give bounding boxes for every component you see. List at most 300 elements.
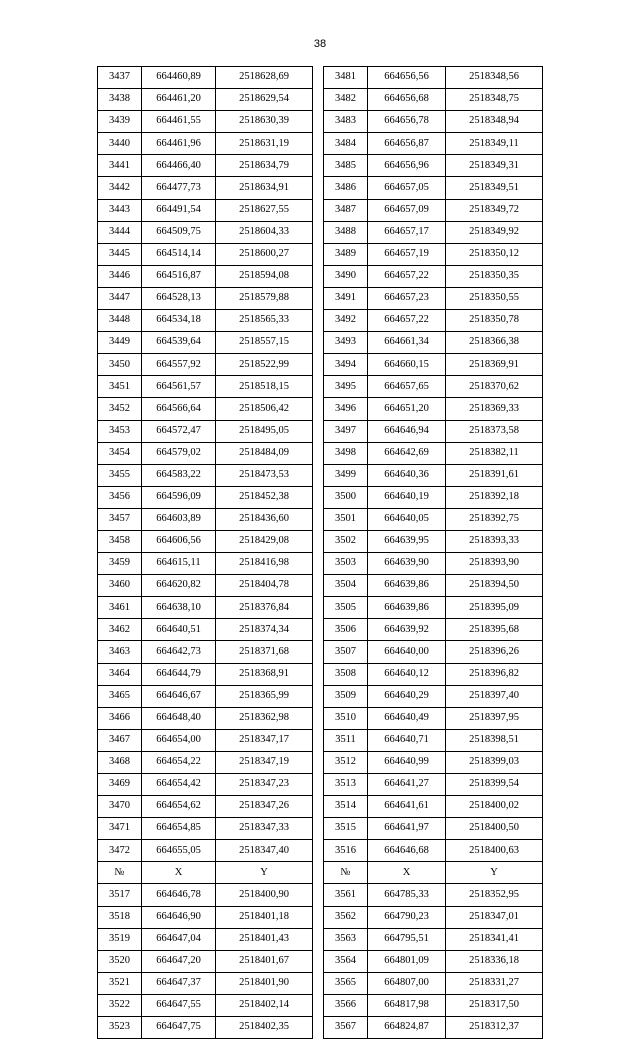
point-number-cell: 3457 [98, 508, 142, 530]
x-coordinate-cell: 664644,79 [142, 663, 216, 685]
table-row [98, 619, 543, 641]
table-row [98, 464, 543, 486]
point-number-cell: 3510 [324, 707, 368, 729]
y-coordinate-cell: 2518369,33 [446, 398, 543, 420]
y-coordinate-cell: 2518634,91 [216, 177, 313, 199]
column-gap [313, 906, 324, 928]
point-number-cell: 3456 [98, 486, 142, 508]
point-number-cell: 3515 [324, 818, 368, 840]
x-coordinate-cell: 664795,51 [368, 928, 446, 950]
y-coordinate-cell: 2518352,95 [446, 884, 543, 906]
table-row [98, 553, 543, 575]
x-coordinate-cell: 664615,11 [142, 553, 216, 575]
x-coordinate-cell: 664640,49 [368, 707, 446, 729]
y-coordinate-cell: 2518347,17 [216, 729, 313, 751]
column-gap [313, 243, 324, 265]
point-number-cell: 3517 [98, 884, 142, 906]
column-gap [313, 994, 324, 1016]
column-gap [313, 265, 324, 287]
point-number-cell: 3496 [324, 398, 368, 420]
x-coordinate-cell: 664790,23 [368, 906, 446, 928]
point-number-cell: 3447 [98, 287, 142, 309]
x-coordinate-cell: 664647,20 [142, 950, 216, 972]
y-coordinate-cell: 2518349,31 [446, 155, 543, 177]
table-row [98, 177, 543, 199]
point-number-cell: 3491 [324, 287, 368, 309]
x-coordinate-cell: 664557,92 [142, 354, 216, 376]
x-coordinate-cell: 664534,18 [142, 310, 216, 332]
x-coordinate-cell: 664656,68 [368, 89, 446, 111]
x-coordinate-cell: 664654,00 [142, 729, 216, 751]
y-coordinate-cell: 2518350,12 [446, 243, 543, 265]
y-coordinate-cell: 2518368,91 [216, 663, 313, 685]
x-coordinate-cell: 664646,94 [368, 420, 446, 442]
y-coordinate-cell: 2518594,08 [216, 265, 313, 287]
y-coordinate-cell: 2518401,67 [216, 950, 313, 972]
x-coordinate-cell: 664596,09 [142, 486, 216, 508]
y-coordinate-cell: 2518452,38 [216, 486, 313, 508]
point-number-cell: 3452 [98, 398, 142, 420]
column-gap [313, 575, 324, 597]
table-row [98, 354, 543, 376]
table-row [98, 597, 543, 619]
point-number-cell: 3567 [324, 1017, 368, 1039]
point-number-cell: 3438 [98, 89, 142, 111]
table-row [98, 751, 543, 773]
y-coordinate-cell: 2518404,78 [216, 575, 313, 597]
y-coordinate-cell: 2518400,63 [446, 840, 543, 862]
table-row [98, 199, 543, 221]
point-number-cell: 3446 [98, 265, 142, 287]
y-coordinate-cell: 2518347,19 [216, 751, 313, 773]
x-coordinate-cell: 664654,62 [142, 796, 216, 818]
column-gap [313, 420, 324, 442]
x-coordinate-cell: 664639,90 [368, 553, 446, 575]
y-coordinate-cell: 2518349,51 [446, 177, 543, 199]
y-coordinate-cell: 2518370,62 [446, 376, 543, 398]
y-coordinate-cell: 2518630,39 [216, 111, 313, 133]
table-row [98, 287, 543, 309]
point-number-cell: 3566 [324, 994, 368, 1016]
y-coordinate-cell: 2518347,40 [216, 840, 313, 862]
x-coordinate-cell: 664642,73 [142, 641, 216, 663]
y-coordinate-cell: 2518362,98 [216, 707, 313, 729]
column-gap [313, 508, 324, 530]
y-coordinate-cell: 2518399,54 [446, 774, 543, 796]
point-number-cell: 3505 [324, 597, 368, 619]
x-coordinate-cell: X [142, 862, 216, 884]
y-coordinate-cell: 2518495,05 [216, 420, 313, 442]
x-coordinate-cell: 664528,13 [142, 287, 216, 309]
y-coordinate-cell: 2518371,68 [216, 641, 313, 663]
column-gap [313, 287, 324, 309]
column-gap [313, 177, 324, 199]
column-gap [313, 663, 324, 685]
y-coordinate-cell: 2518350,35 [446, 265, 543, 287]
point-number-cell: 3449 [98, 332, 142, 354]
x-coordinate-cell: 664640,19 [368, 486, 446, 508]
point-number-cell: 3522 [98, 994, 142, 1016]
y-coordinate-cell: 2518392,75 [446, 508, 543, 530]
point-number-cell: 3507 [324, 641, 368, 663]
y-coordinate-cell: 2518312,37 [446, 1017, 543, 1039]
table-row [98, 685, 543, 707]
y-coordinate-cell: 2518347,33 [216, 818, 313, 840]
column-gap [313, 89, 324, 111]
point-number-cell: 3450 [98, 354, 142, 376]
y-coordinate-cell: 2518393,33 [446, 530, 543, 552]
x-coordinate-cell: 664657,22 [368, 310, 446, 332]
y-coordinate-cell: 2518398,51 [446, 729, 543, 751]
y-coordinate-cell: 2518341,41 [446, 928, 543, 950]
point-number-cell: 3508 [324, 663, 368, 685]
y-coordinate-cell: 2518382,11 [446, 442, 543, 464]
table-row [98, 928, 543, 950]
y-coordinate-cell: 2518347,01 [446, 906, 543, 928]
point-number-cell: 3518 [98, 906, 142, 928]
column-gap [313, 685, 324, 707]
y-coordinate-cell: 2518400,02 [446, 796, 543, 818]
y-coordinate-cell: 2518397,95 [446, 707, 543, 729]
column-gap [313, 464, 324, 486]
point-number-cell: 3440 [98, 133, 142, 155]
y-coordinate-cell: 2518373,58 [446, 420, 543, 442]
x-coordinate-cell: 664641,27 [368, 774, 446, 796]
point-number-cell: 3465 [98, 685, 142, 707]
point-number-cell: 3481 [324, 67, 368, 89]
x-coordinate-cell: 664646,90 [142, 906, 216, 928]
column-gap [313, 774, 324, 796]
table-row [98, 840, 543, 862]
x-coordinate-cell: 664640,12 [368, 663, 446, 685]
point-number-cell: 3513 [324, 774, 368, 796]
point-number-cell: 3502 [324, 530, 368, 552]
x-coordinate-cell: 664491,54 [142, 199, 216, 221]
x-coordinate-cell: 664656,56 [368, 67, 446, 89]
column-gap [313, 442, 324, 464]
x-coordinate-cell: 664817,98 [368, 994, 446, 1016]
point-number-cell: 3498 [324, 442, 368, 464]
x-coordinate-cell: 664606,56 [142, 530, 216, 552]
x-coordinate-cell: 664620,82 [142, 575, 216, 597]
y-coordinate-cell: 2518629,54 [216, 89, 313, 111]
point-number-cell: 3439 [98, 111, 142, 133]
x-coordinate-cell: 664461,55 [142, 111, 216, 133]
column-gap [313, 221, 324, 243]
y-coordinate-cell: 2518349,92 [446, 221, 543, 243]
y-coordinate-cell: 2518627,55 [216, 199, 313, 221]
x-coordinate-cell: 664579,02 [142, 442, 216, 464]
table-row [98, 862, 543, 884]
point-number-cell: 3497 [324, 420, 368, 442]
point-number-cell: 3506 [324, 619, 368, 641]
point-number-cell: 3489 [324, 243, 368, 265]
x-coordinate-cell: 664807,00 [368, 972, 446, 994]
x-coordinate-cell: 664639,92 [368, 619, 446, 641]
point-number-cell: 3501 [324, 508, 368, 530]
column-gap [313, 862, 324, 884]
point-number-cell: 3523 [98, 1017, 142, 1039]
column-gap [313, 398, 324, 420]
x-coordinate-cell: 664639,86 [368, 575, 446, 597]
point-number-cell: 3514 [324, 796, 368, 818]
x-coordinate-cell: 664657,65 [368, 376, 446, 398]
table-row [98, 707, 543, 729]
point-number-cell: 3499 [324, 464, 368, 486]
column-gap [313, 928, 324, 950]
column-gap [313, 840, 324, 862]
x-coordinate-cell: 664639,86 [368, 597, 446, 619]
point-number-cell: 3565 [324, 972, 368, 994]
point-number-cell: 3486 [324, 177, 368, 199]
y-coordinate-cell: 2518399,03 [446, 751, 543, 773]
point-number-cell: 3461 [98, 597, 142, 619]
x-coordinate-cell: 664640,36 [368, 464, 446, 486]
y-coordinate-cell: 2518397,40 [446, 685, 543, 707]
x-coordinate-cell: 664477,73 [142, 177, 216, 199]
y-coordinate-cell: 2518376,84 [216, 597, 313, 619]
table-row [98, 729, 543, 751]
point-number-cell: 3521 [98, 972, 142, 994]
y-coordinate-cell: 2518402,35 [216, 1017, 313, 1039]
x-coordinate-cell: 664561,57 [142, 376, 216, 398]
column-gap [313, 884, 324, 906]
table-row [98, 332, 543, 354]
point-number-cell: 3453 [98, 420, 142, 442]
point-number-cell: 3490 [324, 265, 368, 287]
coordinates-table [97, 66, 543, 1039]
table-row [98, 641, 543, 663]
x-coordinate-cell: 664566,64 [142, 398, 216, 420]
point-number-cell: 3444 [98, 221, 142, 243]
x-coordinate-cell: 664603,89 [142, 508, 216, 530]
x-coordinate-cell: 664660,15 [368, 354, 446, 376]
y-coordinate-cell: 2518369,91 [446, 354, 543, 376]
x-coordinate-cell: 664461,20 [142, 89, 216, 111]
column-gap [313, 796, 324, 818]
y-coordinate-cell: 2518349,72 [446, 199, 543, 221]
x-coordinate-cell: 664655,05 [142, 840, 216, 862]
table-row [98, 221, 543, 243]
table-row [98, 398, 543, 420]
point-number-cell: 3458 [98, 530, 142, 552]
y-coordinate-cell: 2518365,99 [216, 685, 313, 707]
point-number-cell: 3469 [98, 774, 142, 796]
y-coordinate-cell: 2518604,33 [216, 221, 313, 243]
table-row [98, 442, 543, 464]
table-row [98, 884, 543, 906]
y-coordinate-cell: 2518400,90 [216, 884, 313, 906]
column-gap [313, 133, 324, 155]
point-number-cell: № [324, 862, 368, 884]
table-row [98, 663, 543, 685]
column-gap [313, 486, 324, 508]
point-number-cell: 3492 [324, 310, 368, 332]
x-coordinate-cell: 664640,29 [368, 685, 446, 707]
point-number-cell: 3441 [98, 155, 142, 177]
y-coordinate-cell: 2518394,50 [446, 575, 543, 597]
y-coordinate-cell: 2518396,82 [446, 663, 543, 685]
y-coordinate-cell: 2518401,90 [216, 972, 313, 994]
x-coordinate-cell: 664647,55 [142, 994, 216, 1016]
table-row [98, 906, 543, 928]
point-number-cell: 3468 [98, 751, 142, 773]
x-coordinate-cell: 664801,09 [368, 950, 446, 972]
y-coordinate-cell: 2518349,11 [446, 133, 543, 155]
y-coordinate-cell: 2518331,27 [446, 972, 543, 994]
x-coordinate-cell: 664638,10 [142, 597, 216, 619]
point-number-cell: 3561 [324, 884, 368, 906]
x-coordinate-cell: 664583,22 [142, 464, 216, 486]
x-coordinate-cell: 664824,87 [368, 1017, 446, 1039]
point-number-cell: 3512 [324, 751, 368, 773]
x-coordinate-cell: 664516,87 [142, 265, 216, 287]
page-number: 38 [313, 38, 327, 50]
column-gap [313, 818, 324, 840]
point-number-cell: 3459 [98, 553, 142, 575]
x-coordinate-cell: X [368, 862, 446, 884]
x-coordinate-cell: 664647,37 [142, 972, 216, 994]
x-coordinate-cell: 664641,61 [368, 796, 446, 818]
point-number-cell: 3472 [98, 840, 142, 862]
table-row [98, 818, 543, 840]
column-gap [313, 199, 324, 221]
point-number-cell: 3451 [98, 376, 142, 398]
x-coordinate-cell: 664654,22 [142, 751, 216, 773]
x-coordinate-cell: 664640,71 [368, 729, 446, 751]
point-number-cell: 3488 [324, 221, 368, 243]
point-number-cell: 3467 [98, 729, 142, 751]
point-number-cell: 3564 [324, 950, 368, 972]
table-row [98, 972, 543, 994]
x-coordinate-cell: 664654,42 [142, 774, 216, 796]
y-coordinate-cell: 2518336,18 [446, 950, 543, 972]
point-number-cell: 3442 [98, 177, 142, 199]
y-coordinate-cell: 2518484,09 [216, 442, 313, 464]
y-coordinate-cell: 2518634,79 [216, 155, 313, 177]
column-gap [313, 67, 324, 89]
table-row [98, 310, 543, 332]
point-number-cell: 3443 [98, 199, 142, 221]
y-coordinate-cell: 2518396,26 [446, 641, 543, 663]
table-row [98, 1017, 543, 1039]
y-coordinate-cell: 2518557,15 [216, 332, 313, 354]
y-coordinate-cell: 2518518,15 [216, 376, 313, 398]
y-coordinate-cell: 2518579,88 [216, 287, 313, 309]
table-row [98, 420, 543, 442]
point-number-cell: 3511 [324, 729, 368, 751]
y-coordinate-cell: 2518393,90 [446, 553, 543, 575]
point-number-cell: 3455 [98, 464, 142, 486]
y-coordinate-cell: 2518400,50 [446, 818, 543, 840]
x-coordinate-cell: 664461,96 [142, 133, 216, 155]
table-row [98, 486, 543, 508]
y-coordinate-cell: 2518317,50 [446, 994, 543, 1016]
x-coordinate-cell: 664647,04 [142, 928, 216, 950]
x-coordinate-cell: 664785,33 [368, 884, 446, 906]
y-coordinate-cell: 2518628,69 [216, 67, 313, 89]
point-number-cell: 3519 [98, 928, 142, 950]
point-number-cell: 3448 [98, 310, 142, 332]
y-coordinate-cell: 2518395,09 [446, 597, 543, 619]
y-coordinate-cell: 2518429,08 [216, 530, 313, 552]
column-gap [313, 641, 324, 663]
y-coordinate-cell: 2518402,14 [216, 994, 313, 1016]
x-coordinate-cell: 664640,00 [368, 641, 446, 663]
x-coordinate-cell: 664642,69 [368, 442, 446, 464]
point-number-cell: 3445 [98, 243, 142, 265]
point-number-cell: 3500 [324, 486, 368, 508]
y-coordinate-cell: 2518416,98 [216, 553, 313, 575]
point-number-cell: 3484 [324, 133, 368, 155]
x-coordinate-cell: 664657,09 [368, 199, 446, 221]
point-number-cell: 3494 [324, 354, 368, 376]
y-coordinate-cell: 2518600,27 [216, 243, 313, 265]
x-coordinate-cell: 664509,75 [142, 221, 216, 243]
table-row [98, 89, 543, 111]
point-number-cell: 3460 [98, 575, 142, 597]
table-row [98, 950, 543, 972]
point-number-cell: 3485 [324, 155, 368, 177]
point-number-cell: 3464 [98, 663, 142, 685]
column-gap [313, 155, 324, 177]
x-coordinate-cell: 664654,85 [142, 818, 216, 840]
y-coordinate-cell: 2518350,55 [446, 287, 543, 309]
table-row [98, 155, 543, 177]
x-coordinate-cell: 664657,22 [368, 265, 446, 287]
y-coordinate-cell: 2518350,78 [446, 310, 543, 332]
column-gap [313, 332, 324, 354]
x-coordinate-cell: 664639,95 [368, 530, 446, 552]
point-number-cell: 3509 [324, 685, 368, 707]
y-coordinate-cell: 2518348,56 [446, 67, 543, 89]
x-coordinate-cell: 664539,64 [142, 332, 216, 354]
y-coordinate-cell: 2518348,75 [446, 89, 543, 111]
table-row [98, 243, 543, 265]
point-number-cell: 3437 [98, 67, 142, 89]
table-row [98, 796, 543, 818]
y-coordinate-cell: 2518506,42 [216, 398, 313, 420]
x-coordinate-cell: 664656,87 [368, 133, 446, 155]
point-number-cell: 3563 [324, 928, 368, 950]
x-coordinate-cell: 664646,67 [142, 685, 216, 707]
column-gap [313, 619, 324, 641]
column-gap [313, 1017, 324, 1039]
y-coordinate-cell: 2518392,18 [446, 486, 543, 508]
column-gap [313, 530, 324, 552]
table-row [98, 133, 543, 155]
point-number-cell: 3487 [324, 199, 368, 221]
point-number-cell: 3504 [324, 575, 368, 597]
y-coordinate-cell: 2518401,43 [216, 928, 313, 950]
table-row [98, 774, 543, 796]
x-coordinate-cell: 664651,20 [368, 398, 446, 420]
table-row [98, 530, 543, 552]
y-coordinate-cell: 2518391,61 [446, 464, 543, 486]
table-row [98, 67, 543, 89]
point-number-cell: 3470 [98, 796, 142, 818]
table-row [98, 575, 543, 597]
point-number-cell: 3503 [324, 553, 368, 575]
point-number-cell: 3462 [98, 619, 142, 641]
x-coordinate-cell: 664646,68 [368, 840, 446, 862]
y-coordinate-cell: 2518631,19 [216, 133, 313, 155]
x-coordinate-cell: 664466,40 [142, 155, 216, 177]
column-gap [313, 553, 324, 575]
y-coordinate-cell: 2518565,33 [216, 310, 313, 332]
y-coordinate-cell: 2518374,34 [216, 619, 313, 641]
column-gap [313, 751, 324, 773]
